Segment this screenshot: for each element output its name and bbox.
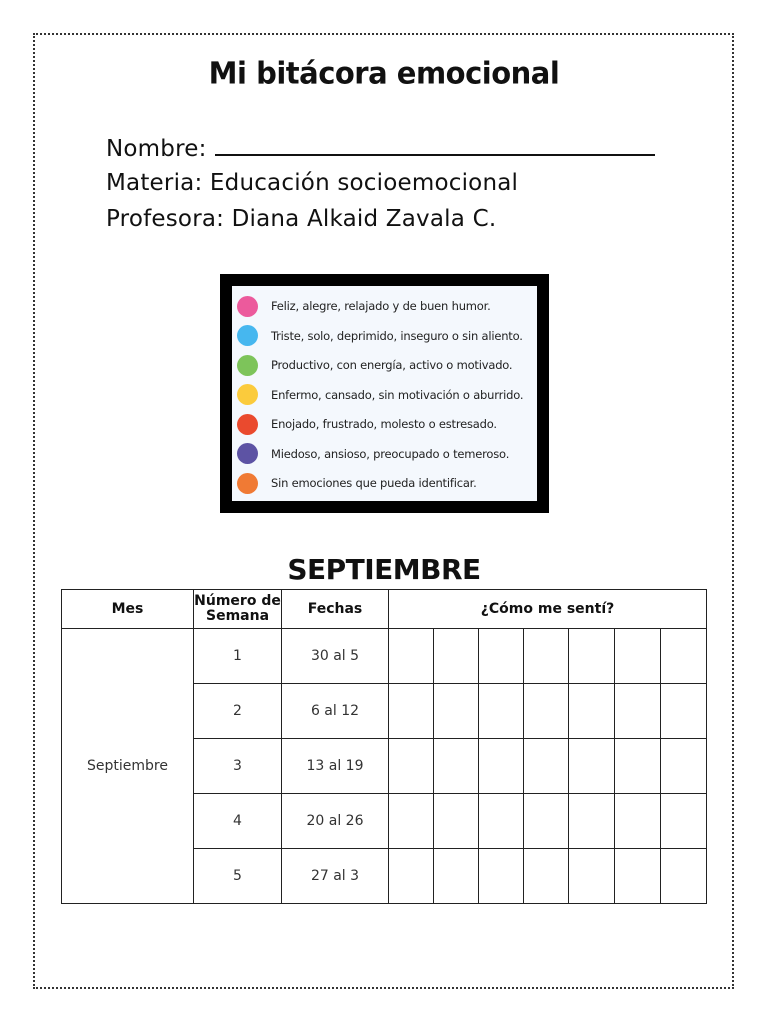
- feeling-cell[interactable]: [524, 794, 569, 849]
- feeling-cell[interactable]: [524, 739, 569, 794]
- legend-item: [236, 322, 533, 350]
- feeling-cell[interactable]: [615, 794, 661, 849]
- legend-item: [236, 381, 533, 409]
- feeling-cell[interactable]: [569, 849, 615, 904]
- week-number-cell: 5: [194, 849, 282, 904]
- emotion-color-dot-icon: [237, 355, 258, 376]
- feeling-cell[interactable]: [389, 629, 434, 684]
- feeling-cell[interactable]: [479, 684, 524, 739]
- feeling-cell[interactable]: [434, 684, 479, 739]
- nombre-line: [106, 134, 655, 162]
- legend-text: Enojado, frustrado, molesto o estresado.: [271, 417, 497, 431]
- header-numero-semana: Número de Semana: [194, 590, 282, 629]
- feeling-cell[interactable]: [389, 684, 434, 739]
- table-row: [62, 629, 707, 684]
- feeling-cell[interactable]: [569, 684, 615, 739]
- feeling-cell[interactable]: [479, 849, 524, 904]
- legend-item: [236, 292, 533, 320]
- feeling-cell[interactable]: [434, 794, 479, 849]
- feeling-cell[interactable]: [389, 849, 434, 904]
- legend-text: Feliz, alegre, relajado y de buen humor.: [271, 299, 491, 313]
- legend-item: [236, 410, 533, 438]
- legend-text: Triste, solo, deprimido, inseguro o sin aliento.: [271, 328, 523, 343]
- legend-text: Productivo, con energía, activo o motivado.: [271, 358, 513, 372]
- feeling-cell[interactable]: [615, 849, 661, 904]
- dates-cell: 6 al 12: [282, 684, 389, 739]
- week-number-cell: 2: [194, 684, 282, 739]
- emotion-legend: [220, 274, 549, 513]
- emotion-color-dot-icon: [237, 384, 258, 405]
- header-como-me-senti: ¿Cómo me sentí?: [389, 590, 707, 629]
- feeling-cell[interactable]: [524, 629, 569, 684]
- dates-cell: 20 al 26: [282, 794, 389, 849]
- feeling-cell[interactable]: [569, 794, 615, 849]
- emotion-log-table: [61, 589, 707, 904]
- emotion-color-dot-icon: [237, 443, 258, 464]
- week-number-cell: 3: [194, 739, 282, 794]
- header-fechas: Fechas: [282, 590, 389, 629]
- feeling-cell[interactable]: [661, 739, 707, 794]
- feeling-cell[interactable]: [569, 739, 615, 794]
- week-number-cell: 4: [194, 794, 282, 849]
- dates-cell: 27 al 3: [282, 849, 389, 904]
- dates-cell: 13 al 19: [282, 739, 389, 794]
- page-title: Mi bitácora emocional: [208, 55, 560, 91]
- feeling-cell[interactable]: [615, 629, 661, 684]
- emotion-legend-list: [232, 286, 537, 501]
- feeling-cell[interactable]: [389, 739, 434, 794]
- feeling-cell[interactable]: [661, 629, 707, 684]
- legend-text: Miedoso, ansioso, preocupado o temeroso.: [271, 446, 510, 461]
- legend-item: [236, 440, 533, 468]
- dates-cell: 30 al 5: [282, 629, 389, 684]
- legend-item: [236, 469, 533, 497]
- feeling-cell[interactable]: [434, 629, 479, 684]
- week-number-cell: 1: [194, 629, 282, 684]
- feeling-cell[interactable]: [615, 739, 661, 794]
- legend-text: Enfermo, cansado, sin motivación o aburrido.: [271, 387, 524, 402]
- feeling-cell[interactable]: [434, 849, 479, 904]
- feeling-cell[interactable]: [615, 684, 661, 739]
- emotion-color-dot-icon: [237, 325, 258, 346]
- feeling-cell[interactable]: [524, 849, 569, 904]
- emotion-color-dot-icon: [237, 296, 258, 317]
- profesora-line: Profesora: Diana Alkaid Zavala C.: [106, 206, 497, 232]
- feeling-cell[interactable]: [661, 684, 707, 739]
- feeling-cell[interactable]: [389, 794, 434, 849]
- table-header-row: [62, 590, 707, 629]
- feeling-cell[interactable]: [661, 794, 707, 849]
- month-heading: SEPTIEMBRE: [287, 553, 481, 586]
- feeling-cell[interactable]: [479, 794, 524, 849]
- emotion-color-dot-icon: [237, 473, 258, 494]
- feeling-cell[interactable]: [479, 739, 524, 794]
- emotion-color-dot-icon: [237, 414, 258, 435]
- feeling-cell[interactable]: [524, 684, 569, 739]
- feeling-cell[interactable]: [661, 849, 707, 904]
- feeling-cell[interactable]: [479, 629, 524, 684]
- materia-line: Materia: Educación socioemocional: [106, 170, 519, 196]
- nombre-label: Nombre:: [106, 136, 207, 162]
- header-mes: Mes: [62, 590, 194, 629]
- legend-item: [236, 351, 533, 379]
- feeling-cell[interactable]: [434, 739, 479, 794]
- nombre-field[interactable]: [215, 134, 655, 156]
- legend-text: Sin emociones que pueda identificar.: [271, 476, 477, 490]
- feeling-cell[interactable]: [569, 629, 615, 684]
- month-cell: Septiembre: [62, 629, 194, 904]
